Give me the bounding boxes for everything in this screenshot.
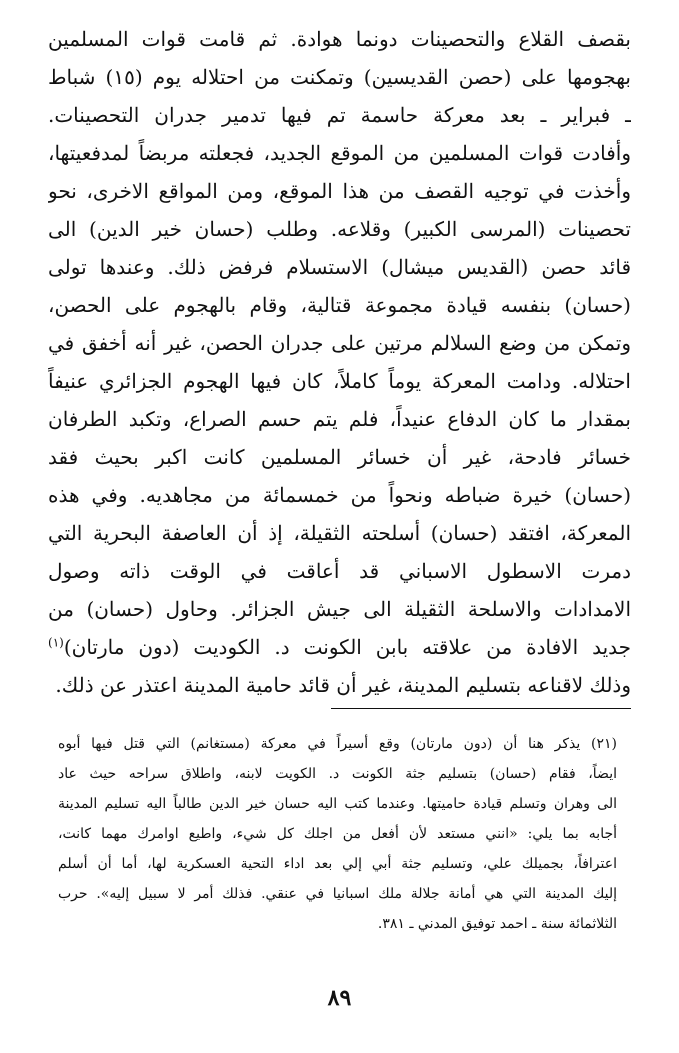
body-line: بهجومها على (حصن القديسين) وتمكنت من احتلاله يوم (١٥) شباط xyxy=(48,65,631,89)
footnote-line: إليك المدينة التي هي أمانة جلالة ملك اسبانيا في عنقي. فذلك أمر لا سبيل إليه». حرب xyxy=(58,886,617,902)
body-line: (حسان) خيرة ضباطه ونحواً من خمسمائة من مجاهديه. وفي هذه xyxy=(48,483,631,507)
body-line-text: جديد الافادة من علاقته بابن الكونت د. الكوديت (دون مارتان) xyxy=(63,635,631,659)
page-number: ٨٩ xyxy=(327,985,352,1011)
body-line: تحصينات (المرسى الكبير) وقلاعه. وطلب (حسان خير الدين) الى xyxy=(48,217,631,241)
body-line: قائد حصن (القديس ميشال) الاستسلام فرفض ذلك. وعندها تولى xyxy=(48,255,631,279)
footnote-line: ايضاً، فقام (حسان) بتسليم جثة الكونت د. الكويت لابنه، واطلاق سراحه حيث عاد xyxy=(58,766,617,782)
body-line: الامدادات والاسلحة الثقيلة الى جيش الجزائر. وحاول (حسان) من xyxy=(48,597,631,621)
body-line: بقصف القلاع والتحصينات دونما هوادة. ثم قامت قوات المسلمين xyxy=(48,27,631,51)
body-line: ـ فبراير ـ بعد معركة حاسمة تم فيها تدمير جدران التحصينات. xyxy=(48,103,631,127)
body-line: بمقدار ما كان الدفاع عنيداً، فلم يتم حسم الصراع، وتكبد الطرفان xyxy=(48,407,631,431)
body-line: المعركة، افتقد (حسان) أسلحته الثقيلة، إذ أن العاصفة البحرية التي xyxy=(48,521,631,545)
body-line: وأخذت في توجيه القصف من هذا الموقع، ومن المواقع الاخرى، نحو xyxy=(48,179,631,203)
footnote-line: أجابه بما يلي: «انني مستعد لأن أفعل من اجلك كل شيء، واطيع اوامرك مهما كانت، xyxy=(58,826,617,842)
footnote xyxy=(58,729,617,939)
footnote-line: اعترافاً، بجميلك علي، وتسليم جثة أبي إلي بعد اداء التحية العسكرية لها، أما أن أسلم xyxy=(58,856,617,872)
footnote-separator xyxy=(331,708,631,709)
body-line: (حسان) بنفسه قيادة مجموعة قتالية، وقام بالهجوم على الحصن، xyxy=(48,293,631,317)
body-line: دمرت الاسطول الاسباني قد أعاقت في الوقت ذاته وصول xyxy=(48,559,631,583)
footnote-line: الى وهران وتسلم قيادة حاميتها. وعندما كتب اليه حسان خير الدين طالباً اليه تسليم المدينة xyxy=(58,796,617,812)
body-line: احتلاله. ودامت المعركة يوماً كاملاً، كان فيها الهجوم الجزائري عنيفاً xyxy=(48,369,631,393)
footnote-line: (٢١) يذكر هنا أن (دون مارتان) وقع أسيراً في معركة (مستغانم) التي قتل فيها أبوه xyxy=(58,736,617,752)
body-line: خسائر فادحة، غير أن خسائر المسلمين كانت اكبر بحيث فقد xyxy=(48,445,631,469)
footnote-reference[interactable]: (١) xyxy=(48,635,64,650)
body-line: وذلك لاقناعه بتسليم المدينة، غير أن قائد حامية المدينة اعتذر عن ذلك. xyxy=(55,673,631,697)
body-line-with-footnote-ref xyxy=(48,628,631,666)
body-line: وتمكن من وضع السلالم مرتين على جدران الحصن، غير أنه أخفق في xyxy=(48,331,631,355)
main-text xyxy=(48,20,631,704)
body-line: وأفادت قوات المسلمين من الموقع الجديد، فجعلته مربضاً لمدفعيتها، xyxy=(48,141,631,165)
footnote-line: الثلاثمائة سنة ـ احمد توفيق المدني ـ ٣٨١. xyxy=(377,916,617,932)
